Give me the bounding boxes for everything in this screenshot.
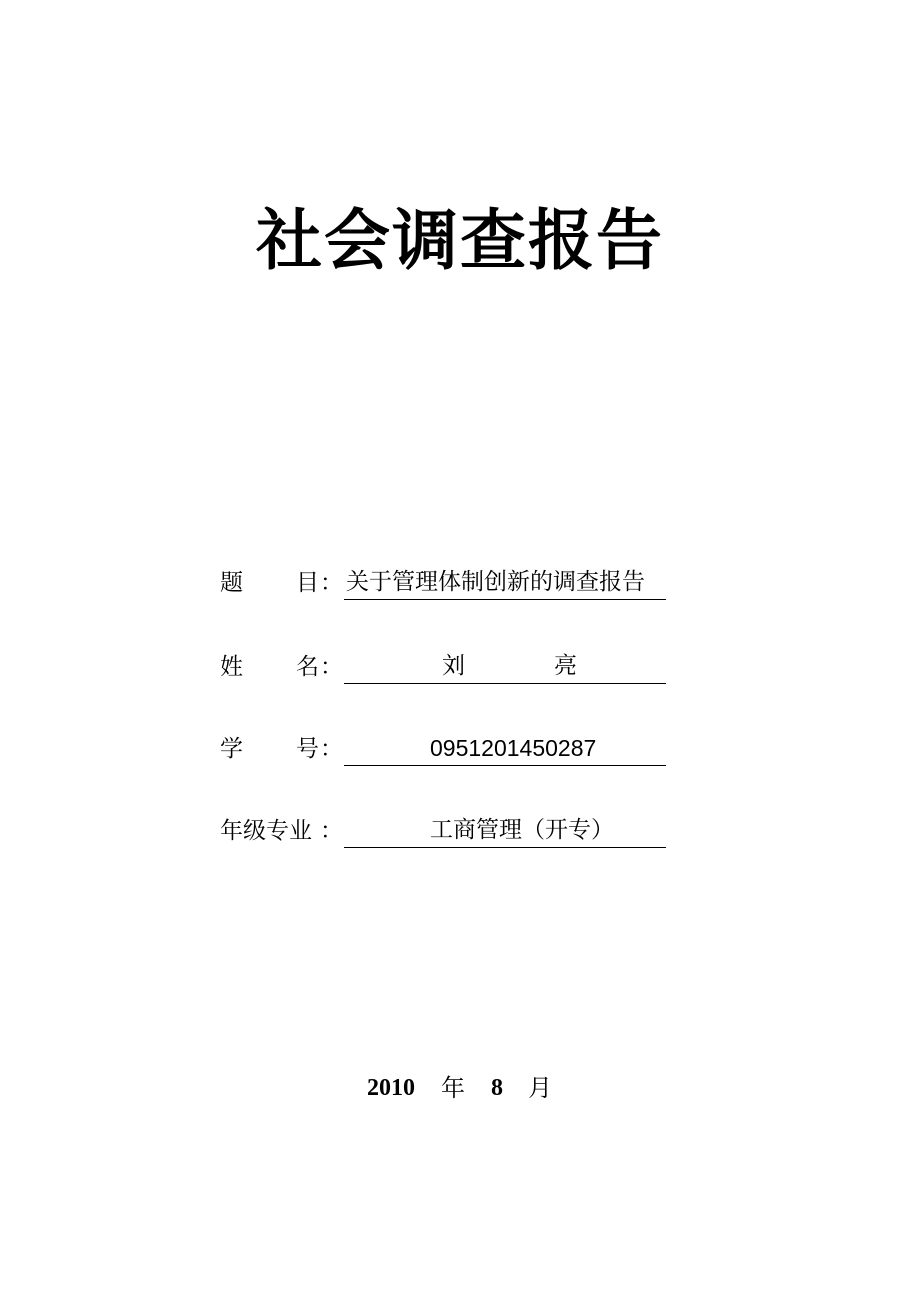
student-id-label-first: 学 [220,736,243,762]
date-year-unit: 年 [441,1074,465,1102]
major-value: 工商管理（开专） [430,817,614,843]
topic-label [220,566,344,600]
date-month: 8 [491,1075,503,1101]
name-label-last: 名 [296,654,319,680]
name-label [220,650,344,684]
student-id-row [220,726,666,766]
topic-field [344,565,666,600]
date-year: 2010 [367,1075,415,1101]
date-month-unit: 月 [528,1074,552,1102]
report-date [0,1068,920,1108]
name-value-part2: 亮 [554,653,577,679]
name-value-part1: 刘 [442,653,465,679]
topic-row [220,560,666,600]
name-label-first: 姓 [220,654,243,680]
topic-label-last: 目 [296,570,319,596]
topic-label-first: 题 [220,570,243,596]
student-id-label-last: 号 [296,736,319,762]
name-field [344,649,666,684]
topic-colon: ： [320,570,343,596]
student-id-field [344,731,666,766]
report-title: 社会调查报告 [256,202,664,279]
student-id-colon: ： [320,736,343,762]
student-id-value: 0951201450287 [430,735,597,761]
major-row [220,808,666,848]
major-label [220,814,344,848]
major-field [344,813,666,848]
name-row [220,644,666,684]
major-colon: ： [320,818,343,844]
name-colon: ： [320,654,343,680]
major-label-text: 年级专业 [220,818,312,844]
student-id-label [220,732,344,766]
topic-value: 关于管理体制创新的调查报告 [346,569,645,595]
